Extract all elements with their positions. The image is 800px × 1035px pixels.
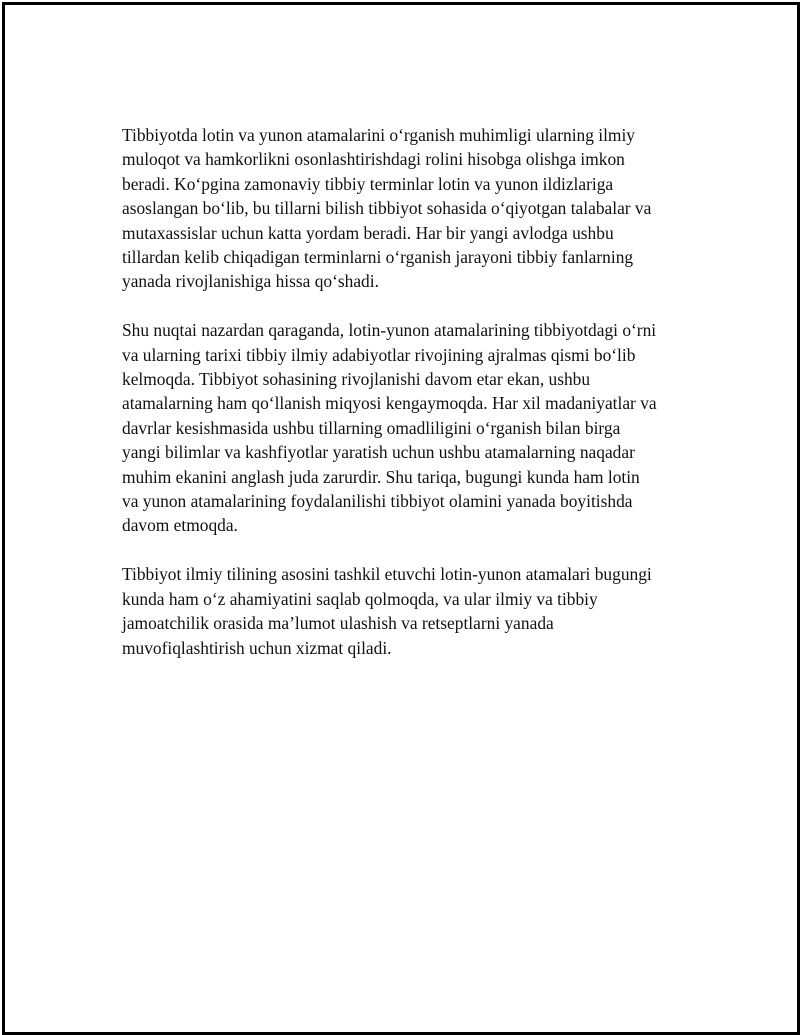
text-line: muvofiqlashtirish uchun xizmat qiladi. [122, 637, 392, 658]
text-line: va yunon atamalarining foydalanilishi tibbiyot olamini yanada boyitishda [122, 491, 633, 512]
text-line: muloqot va hamkorlikni osonlashtirishdagi rolini hisobga olishga imkon [122, 149, 625, 170]
text-line: davrlar kesishmasida ushbu tillarning omadliligini o‘rganish bilan birga [122, 417, 621, 438]
text-line: muhim ekanini anglash juda zarurdir. Shu tariqa, bugungi kunda ham lotin [122, 466, 640, 487]
page-frame [2, 2, 800, 1035]
paragraph-3 [122, 562, 697, 660]
text-line: tillardan kelib chiqadigan terminlarni o‘rganish jarayoni tibbiy fanlarning [122, 247, 634, 268]
text-line: Tibbiyotda lotin va yunon atamalarini o‘rganish muhimligi ularning ilmiy [122, 125, 635, 145]
text-line: va ularning tarixi tibbiy ilmiy adabiyotlar rivojining ajralmas qismi bo‘lib [122, 344, 636, 365]
text-line: kunda ham o‘z ahamiyatini saqlab qolmoqda, va ular ilmiy va tibbiy [122, 588, 598, 609]
paragraph-2 [122, 318, 697, 538]
text-line: davom etmoqda. [122, 515, 238, 536]
text-line: yanada rivojlanishiga hissa qo‘shadi. [122, 271, 379, 292]
text-line: mutaxassislar uchun katta yordam beradi. Har bir yangi avlodga ushbu [122, 222, 614, 243]
text-line: jamoatchilik orasida ma’lumot ulashish va retseptlarni yanada [122, 613, 554, 634]
text-line: yangi bilimlar va kashfiyotlar yaratish uchun ushbu atamalarning naqadar [122, 442, 635, 463]
text-line: kelmoqda. Tibbiyot sohasining rivojlanishi davom etar ekan, ushbu [122, 369, 591, 390]
text-line: atamalarning ham qo‘llanish miqyosi kengaymoqda. Har xil madaniyatlar va [122, 393, 657, 414]
text-line: Tibbiyot ilmiy tilining asosini tashkil etuvchi lotin-yunon atamalari bugungi [122, 564, 652, 585]
text-line: asoslangan bo‘lib, bu tillarni bilish tibbiyot sohasida o‘qiyotgan talabalar va [122, 198, 652, 219]
text-line: Shu nuqtai nazardan qaraganda, lotin-yunon atamalarining tibbiyotdagi o‘rni [122, 320, 657, 341]
text-line: beradi. Ko‘pgina zamonaviy tibbiy terminlar lotin va yunon ildizlariga [122, 173, 614, 194]
paragraph-1 [122, 123, 697, 294]
document-body [122, 123, 697, 684]
